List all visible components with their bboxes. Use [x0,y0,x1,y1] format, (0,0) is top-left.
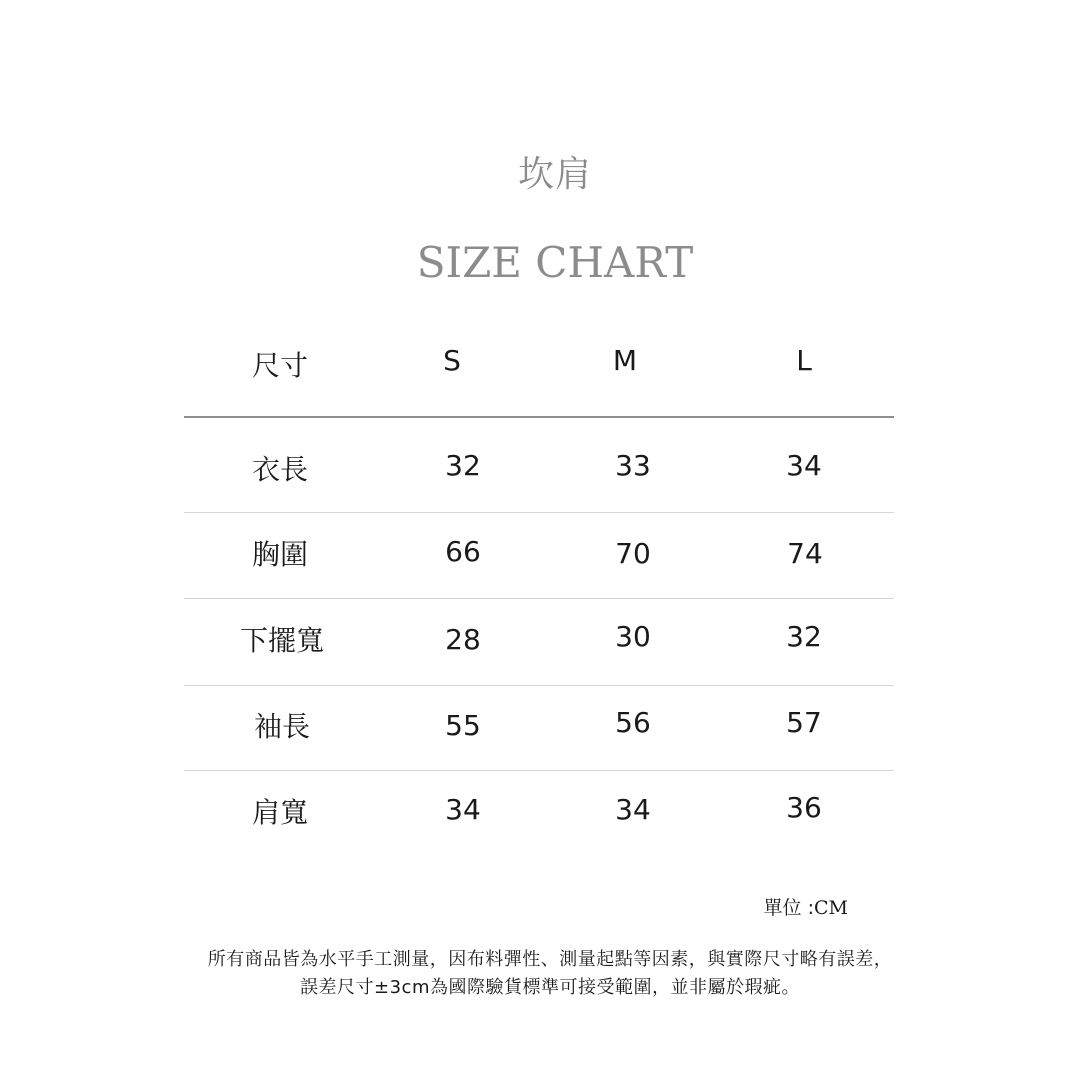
row-divider [184,598,894,599]
table-cell: 34 [445,793,481,826]
table-cell: 34 [615,793,651,826]
table-cell: 70 [615,537,651,570]
size-chart-heading: SIZE CHART [416,238,694,287]
table-cell: 34 [786,449,822,482]
header-s: S [443,344,461,377]
row-label: 肩寬 [251,796,309,829]
table-cell: 56 [615,706,651,739]
row-label: 衣長 [251,453,309,486]
header-divider [184,416,894,418]
table-cell: 36 [786,791,822,824]
table-cell: 74 [787,537,823,570]
header-m: M [612,344,638,377]
table-cell: 30 [615,620,651,653]
row-divider [184,685,894,686]
header-size: 尺寸 [251,349,309,382]
row-label: 胸圍 [251,538,309,571]
row-divider [184,770,894,771]
measurement-note-line-1: 所有商品皆為水平手工測量，因布料彈性、測量起點等因素，與實際尺寸略有誤差， [207,949,893,970]
row-divider [184,512,894,513]
header-l: L [796,344,812,377]
measurement-note-line-2: 誤差尺寸±3cm為國際驗貨標準可接受範圍，並非屬於瑕疵。 [300,977,800,998]
table-cell: 32 [445,449,481,482]
table-cell: 32 [786,620,822,653]
unit-value: CM [814,897,848,919]
unit-label [764,893,848,920]
table-cell: 33 [615,449,651,482]
row-label: 下擺寬 [239,624,325,657]
table-cell: 55 [445,709,481,742]
table-cell: 28 [445,623,481,656]
table-cell: 66 [445,535,481,568]
page-title: 坎肩 [517,154,592,195]
unit-prefix: 單位 : [763,897,814,919]
table-cell: 57 [786,706,822,739]
row-label: 袖長 [253,710,311,743]
